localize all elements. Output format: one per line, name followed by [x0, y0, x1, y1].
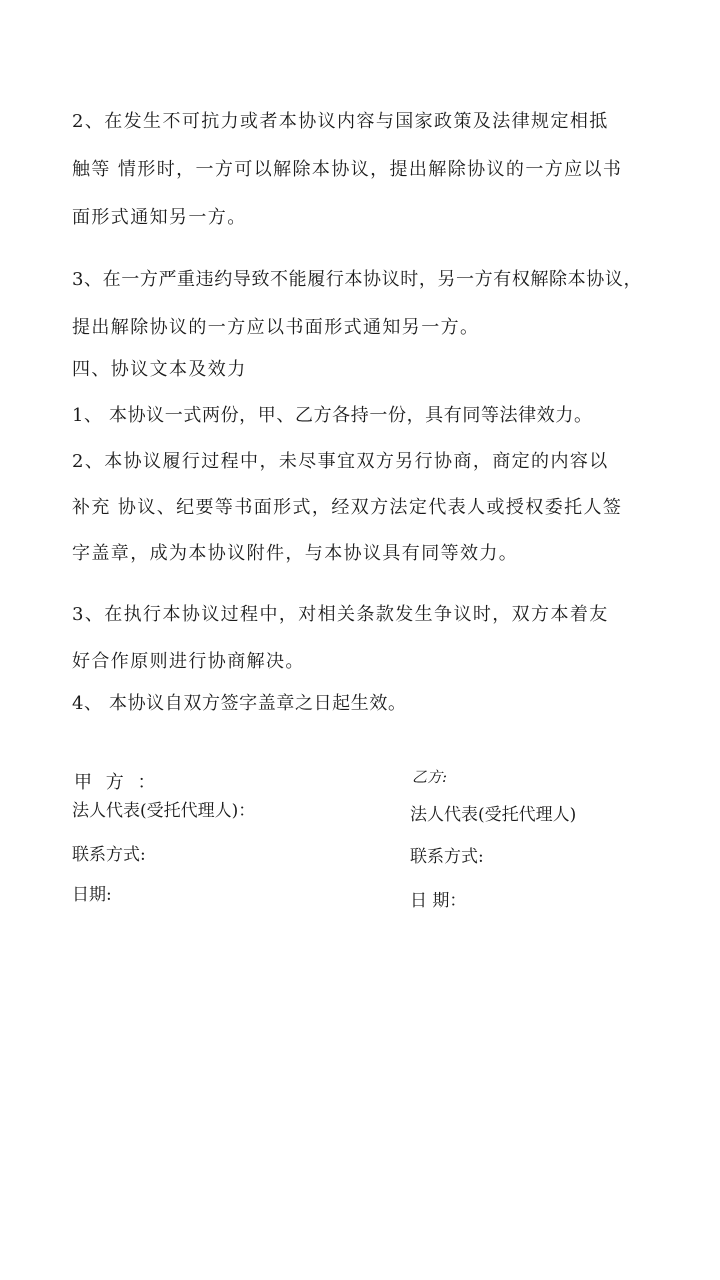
party-b-contact: 联系方式: — [410, 847, 484, 867]
clause-line: 好合作原则进行协商解决。 — [72, 651, 305, 672]
clause-line: 面形式通知另一方。 — [72, 207, 247, 228]
party-b-date: 日 期： — [410, 891, 467, 911]
party-a-contact: 联系方式: — [72, 845, 146, 865]
party-b-title: 乙方: — [412, 768, 448, 786]
section-heading: 四、协议文本及效力 — [72, 359, 247, 380]
clause-line: 3、在执行本协议过程中，对相关条款发生争议时，双方本着友 — [72, 604, 609, 625]
clause-line: 补充 协议、纪要等书面形式，经双方法定代表人或授权委托人签 — [72, 497, 623, 518]
clause-line: 1、 本协议一式两份，甲、乙方各持一份，具有同等法律效力。 — [72, 405, 593, 426]
party-a-date: 日期: — [72, 885, 112, 905]
clause-line: 4、 本协议自双方签字盖章之日起生效。 — [72, 693, 407, 714]
party-a-title: 甲 方 ： — [74, 772, 160, 793]
party-a-rep: 法人代表(受托代理人)： — [72, 801, 256, 821]
clause-line: 提出解除协议的一方应以书面形式通知另一方。 — [72, 317, 480, 338]
clause-line: 2、在发生不可抗力或者本协议内容与国家政策及法律规定相抵 — [72, 111, 609, 132]
clause-line: 3、在一方严重违约导致不能履行本协议时，另一方有权解除本协议， — [72, 269, 643, 290]
clause-line: 字盖章，成为本协议附件，与本协议具有同等效力。 — [72, 543, 519, 564]
clause-line: 2、本协议履行过程中，未尽事宜双方另行协商，商定的内容以 — [72, 451, 609, 472]
clause-line: 触等 情形时，一方可以解除本协议，提出解除协议的一方应以书 — [72, 159, 623, 180]
party-b-rep: 法人代表(受托代理人) — [410, 805, 577, 825]
